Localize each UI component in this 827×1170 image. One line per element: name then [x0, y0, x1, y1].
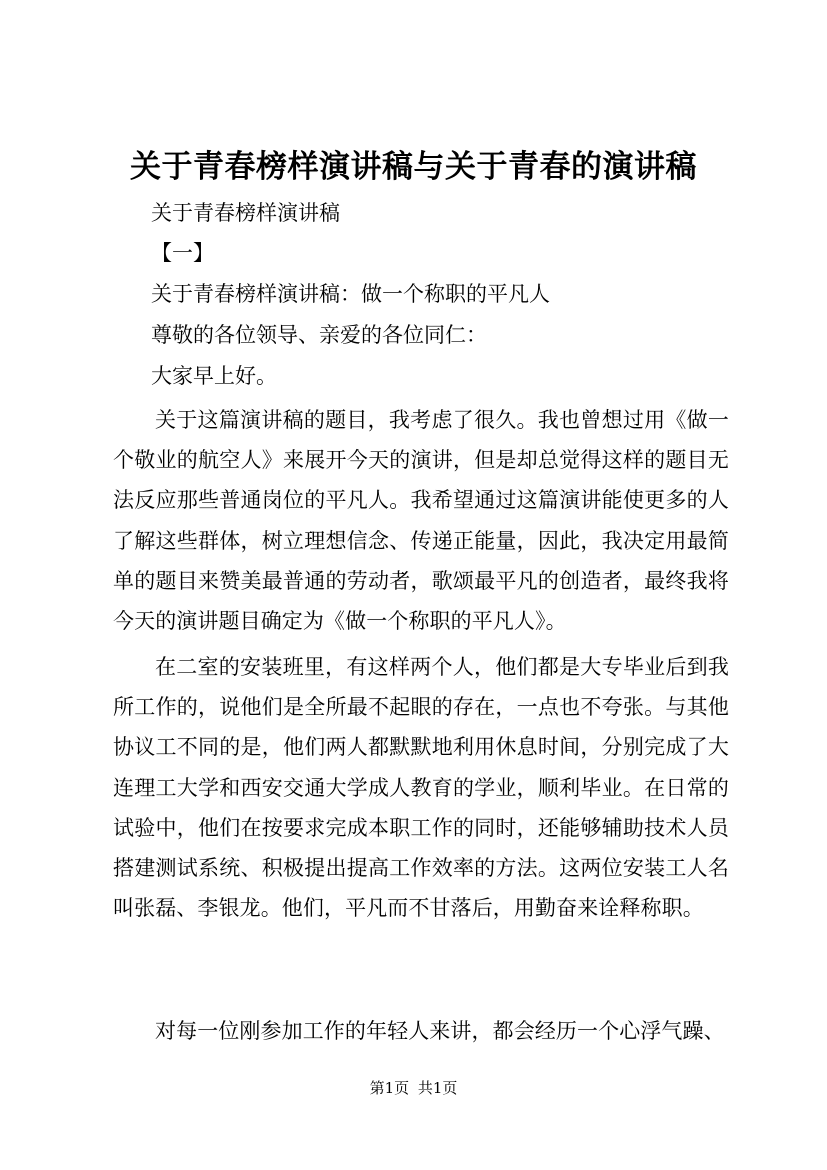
- speech-title: 关于青春榜样演讲稿：做一个称职的平凡人: [151, 282, 550, 306]
- salutation: 尊敬的各位领导、亲爱的各位同仁：: [151, 323, 487, 347]
- subtitle: 关于青春榜样演讲稿: [151, 201, 340, 225]
- document-title: 关于青春榜样演讲稿与关于青春的演讲稿: [130, 149, 697, 185]
- section-mark: 【一】: [151, 241, 214, 265]
- page-total: 共1页: [417, 1079, 458, 1097]
- page-footer: [0, 1078, 827, 1098]
- body-paragraph-3: 对每一位刚参加工作的年轻人来讲，都会经历一个心浮气躁、: [155, 1019, 725, 1043]
- greeting: 大家早上好。: [151, 364, 277, 388]
- page-number: 第1页: [369, 1079, 410, 1097]
- body-paragraph-2: 在二室的安装班里，有这样两个人，他们都是大专毕业后到我所工作的，说他们是全所最不起眼的存在，一点也不夸张。与其他协议工不同的是，他们两人都默默地利用休息时间，分别完成了大连理工大学和西安交通大学成人教育的学业，顺利毕业。在日常的试验中，他们在按要求完成本职工作的同时，还能够辅助技术人员搭建测试系统、积极提出提高工作效率的方法。这两位安装工人名叫张磊、李银龙。他们，平凡而不甘落后，用勤奋来诠释称职。: [113, 655, 729, 921]
- body-paragraph-1: 关于这篇演讲稿的题目，我考虑了很久。我也曾想过用《做一个敬业的航空人》来展开今天的演讲，但是却总觉得这样的题目无法反应那些普通岗位的平凡人。我希望通过这篇演讲能使更多的人了解这些群体，树立理想信念、传递正能量，因此，我决定用最简单的题目来赞美最普通的劳动者，歌颂最平凡的创造者，最终我将今天的演讲题目确定为《做一个称职的平凡人》。: [113, 408, 729, 634]
